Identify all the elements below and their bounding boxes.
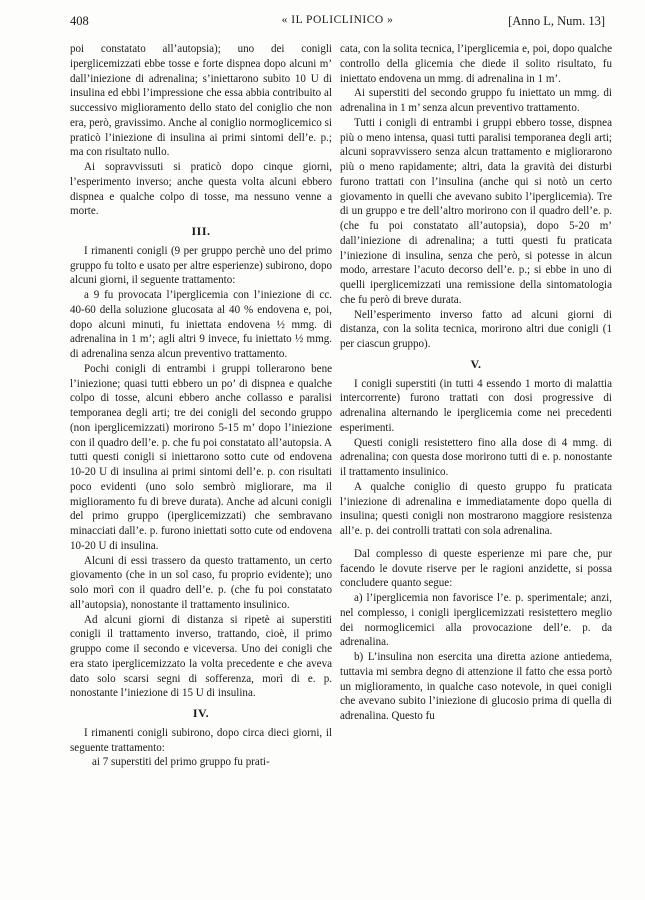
paragraph: poi constatato all’autopsia); uno dei conigli iperglicemizzati ebbe tosse e forte dispnea dopo alcuni m’ dall’iniezione di adrenalina; s’iniettarono subito 10 U di insulina ed ebbi l’impressione che essa abbia contribuito al successivo miglioramento dello stato del coniglio che non era, però, gravissimo. Anche al coniglio normoglicemico si praticò l’iniezione di insulina ai primi sintomi dell’e. p.; ma con risultato nullo. — [70, 43, 332, 159]
paragraph: Nell’esperimento inverso fatto ad alcuni giorni di distanza, con la solita tecnica, morirono altri due conigli (1 per ciascun gruppo). — [340, 308, 612, 350]
page-number: 408 — [70, 14, 89, 28]
section-heading: IV. — [192, 706, 210, 720]
section-spacer — [340, 539, 612, 547]
paragraph: Ai superstiti del secondo gruppo fu iniettato un mmg. di adrenalina in 1 m’ senza alcun preventivo trattamento. — [340, 87, 612, 114]
paragraph: Ad alcuni giorni di distanza si ripetè ai superstiti conigli il trattamento inverso, trattando, cioè, il primo gruppo come il secondo e viceversa. Uno dei conigli che era stato iperglicemizzato la volta precedente e che aveva dato solo scarsi segni di sofferenza, morì di e. p. nonostante l’iniezione di 15 U di insulina. — [70, 613, 332, 700]
paragraph: a 9 fu provocata l’iperglicemia con l’iniezione di cc. 40-60 della soluzione glucosata al 40 % endovena e, poi, dopo alcuni minuti, fu iniettata endovena ½ mmg. di adrenalina in 1 m’; agli altri 9 invece, fu iniettato ½ mmg. di adrenalina senza alcun preventivo trattamento. — [70, 289, 332, 360]
paragraph: b) L’insulina non esercita una diretta azione antiedema, tuttavia mi sembra degno di attenzione il fatto che essa portò un miglioramento, in qualche caso notevole, in quei conigli che avevano subito l’iniezione di glucosio prima di quella di adrenalina. Questo fu — [340, 651, 612, 722]
paragraph: Alcuni di essi trassero da questo trattamento, un certo giovamento (che in un sol caso, fu proprio evidente); uno solo morì con il quadro dell’e. p. (che fu poi constatato all’autopsia), nonostante il trattamento insulinico. — [70, 554, 332, 611]
paragraph: I conigli superstiti (in tutti 4 essendo 1 morto di malattia intercorrente) furono trattati con dosi progressive di adrenalina alternando le iperglicemia come nei precedenti esperimenti. — [340, 377, 612, 434]
paragraph: Questi conigli resistettero fino alla dose di 4 mmg. di adrenalina; con questa dose morirono tutti di e. p. nonostante il trattamento insulinico. — [340, 436, 612, 478]
section-heading: V. — [470, 356, 482, 371]
paragraph: I rimanenti conigli (9 per gruppo perchè uno del primo gruppo fu tolto e usato per altre esperienze) subirono, dopo alcuni giorni, il seguente trattamento: — [70, 244, 332, 287]
section-heading: III. — [191, 224, 211, 238]
paragraph: Dal complesso di queste esperienze mi pare che, pur facendo le dovute riserve per le ragioni anzidette, si possa concludere quanto segue: — [340, 547, 612, 590]
paragraph: Tutti i conigli di entrambi i gruppi ebbero tosse, dispnea più o meno intensa, quasi tutti paralisi temporanea degli arti; alcuni sopravvissero senza alcun trattamento e migliorarono più o meno rapidamente; altri, data la gravità dei disturbi furono trattati con l’insulina (anche qui si notò un certo giovamento in quelli che avevano subito l’iperglicemia). Tre di un gruppo e tre dell’altro morirono con il quadro dell’e. p. (che fu poi constatato all’autopsia), dopo 5-20 m’ dall’iniezione di adrenalina; a tutti questi fu praticata l’iniezione di insulina, senza che però, si potesse in alcun modo, arrestare l’acuto decorso dell’e. p.; si ebbe in uno di quelli iperglicemizzati una remissione della sintomatologia che fu però di breve durata. — [340, 116, 612, 306]
right-column — [340, 42, 612, 724]
paragraph: I rimanenti conigli subirono, dopo circa dieci giorni, il seguente trattamento: — [70, 726, 332, 754]
paragraph: A qualche coniglio di questo gruppo fu praticata l’iniezione di adrenalina e immediatamente dopo quella di insulina; questi conigli non mostrarono maggiore resistenza all’e. p. dei controlli trattati con sola adrenalina. — [340, 480, 612, 537]
paragraph: Ai sopravvissuti si praticò dopo cinque giorni, l’esperimento inverso; anche questa volta alcuni ebbero dispnea e qualche colpo di tosse, ma nessuno venne a morte. — [70, 161, 332, 218]
volume-info: [Anno L, Num. 13] — [508, 14, 605, 28]
paragraph: a) l’iperglicemia non favorisce l’e. p. sperimentale; anzi, nel complesso, i conigli iperglicemizzati resistettero meglio dei normoglicemici alla provocazione dell’e. p. da adrenalina. — [340, 592, 612, 649]
left-column — [70, 42, 332, 770]
paragraph: Pochi conigli di entrambi i gruppi tollerarono bene l’iniezione; quasi tutti ebbero un po’ di dispnea e qualche colpo di tosse, alcuni ebbero anche collasso e paralisi temporanea degli arti; tre dei conigli del secondo gruppo (non iperglicemizzati) morirono 5-15 m’ dopo l’iniezione con il quadro dell’e. p. che fu poi constatato all’autopsia. A tutti questi conigli si iniettarono sotto cute od endovena 10-20 U di insulina ai primi sintomi dell’e. p. con risultati poco evidenti (uno solo sembrò migliorare, ma il miglioramento fu di breve durata). Anche ad alcuni conigli del primo gruppo (iperglicemizzati) che sembravano minacciati dall’e. p. furono iniettati sotto cute od endovena 10-20 U di insulina. — [70, 362, 332, 552]
page-header — [70, 14, 605, 32]
paragraph: cata, con la solita tecnica, l’iperglicemia e, poi, dopo qualche controllo della glicemia che diede il solito risultato, fu iniettato endovena un mmg. di adrenalina in 1 m’. — [340, 43, 612, 85]
paragraph: ai 7 superstiti del primo gruppo fu prati- — [92, 756, 270, 769]
journal-title: « IL POLICLINICO » — [281, 14, 394, 26]
